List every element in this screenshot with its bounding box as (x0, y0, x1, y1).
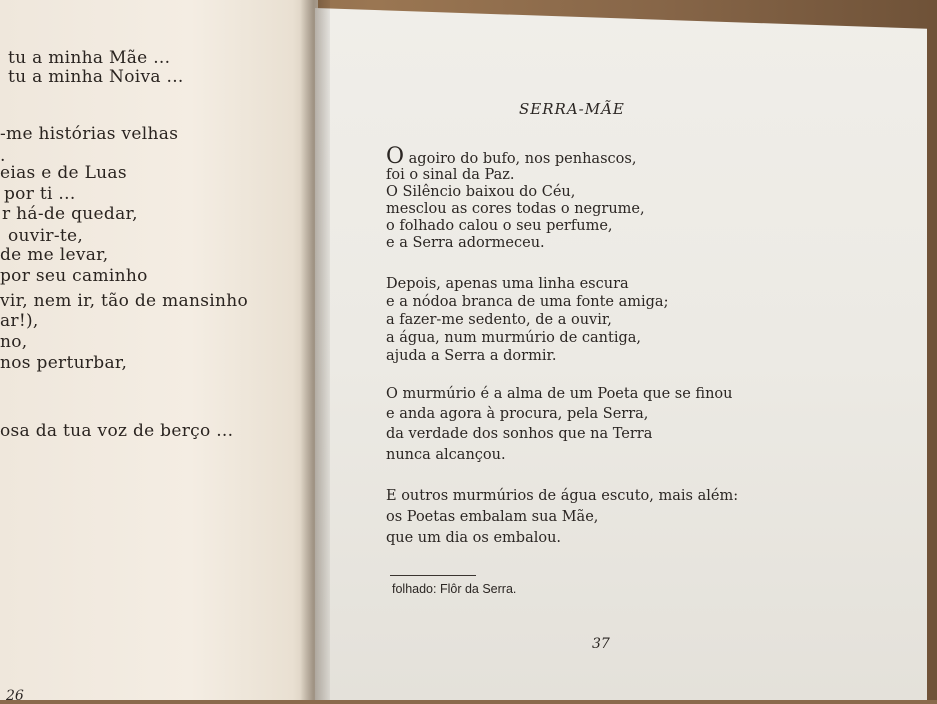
stanza-3-line-1: O murmúrio é a alma de um Poeta que se finou (386, 386, 733, 402)
stanza-2-line-1: Depois, apenas uma linha escura (386, 276, 629, 292)
stanza-1-line-5: o folhado calou o seu perfume, (386, 218, 613, 234)
left-line-5: eias e de Luas (0, 163, 127, 183)
stanza-4-line-1: E outros murmúrios de água escuto, mais além: (386, 488, 739, 504)
stanza-1-line-4: mesclou as cores todas o negrume, (386, 201, 645, 217)
left-page-number: 26 (6, 688, 24, 704)
stanza-1-line-2: foi o sinal da Paz. (386, 167, 515, 183)
stanza-3-line-3: da verdade dos sonhos que na Terra (386, 426, 653, 442)
left-line-15: osa da tua voz de berço ... (0, 421, 234, 441)
left-line-2: tu a minha Noiva ... (8, 67, 184, 87)
left-line-10: por seu caminho (0, 266, 148, 286)
left-line-11: vir, nem ir, tão de mansinho (0, 291, 248, 311)
stanza-1-line-1 (386, 144, 637, 169)
left-line-9: de me levar, (0, 245, 109, 265)
stanza-1-line-6: e a Serra adormeceu. (386, 235, 545, 251)
footnote-divider (390, 575, 476, 576)
left-line-3: -me histórias velhas (0, 124, 179, 144)
footnote: folhado: Flôr da Serra. (392, 582, 517, 596)
poem-title: SERRA-MÃE (519, 100, 625, 118)
stanza-2-line-5: ajuda a Serra a dormir. (386, 348, 557, 364)
left-line-4: . (0, 146, 6, 166)
left-line-14: nos perturbar, (0, 353, 128, 373)
left-line-7: r há-de quedar, (2, 204, 138, 224)
left-book-page (0, 0, 318, 704)
stanza-2-line-2: e a nódoa branca de uma fonte amiga; (386, 294, 669, 310)
stanza-1-line-1-text: agoiro do bufo, nos penhascos, (404, 151, 637, 167)
stanza-4-line-2: os Poetas embalam sua Mãe, (386, 509, 599, 525)
left-line-6: por ti ... (4, 184, 76, 204)
right-page-number: 37 (592, 636, 610, 652)
stanza-4-line-3: que um dia os embalou. (386, 530, 562, 546)
book-gutter-shadow (300, 0, 330, 700)
stanza-3-line-4: nunca alcançou. (386, 447, 506, 463)
left-line-12: ar!), (0, 311, 39, 331)
drop-cap: O (386, 144, 405, 169)
stanza-3-line-2: e anda agora à procura, pela Serra, (386, 406, 649, 422)
left-line-8: ouvir-te, (8, 226, 84, 246)
stanza-2-line-3: a fazer-me sedento, de a ouvir, (386, 312, 612, 328)
stanza-2-line-4: a água, num murmúrio de cantiga, (386, 330, 642, 346)
left-line-13: no, (0, 332, 28, 352)
stanza-1-line-3: O Silêncio baixou do Céu, (386, 184, 576, 200)
left-line-1: tu a minha Mãe ... (8, 48, 171, 68)
